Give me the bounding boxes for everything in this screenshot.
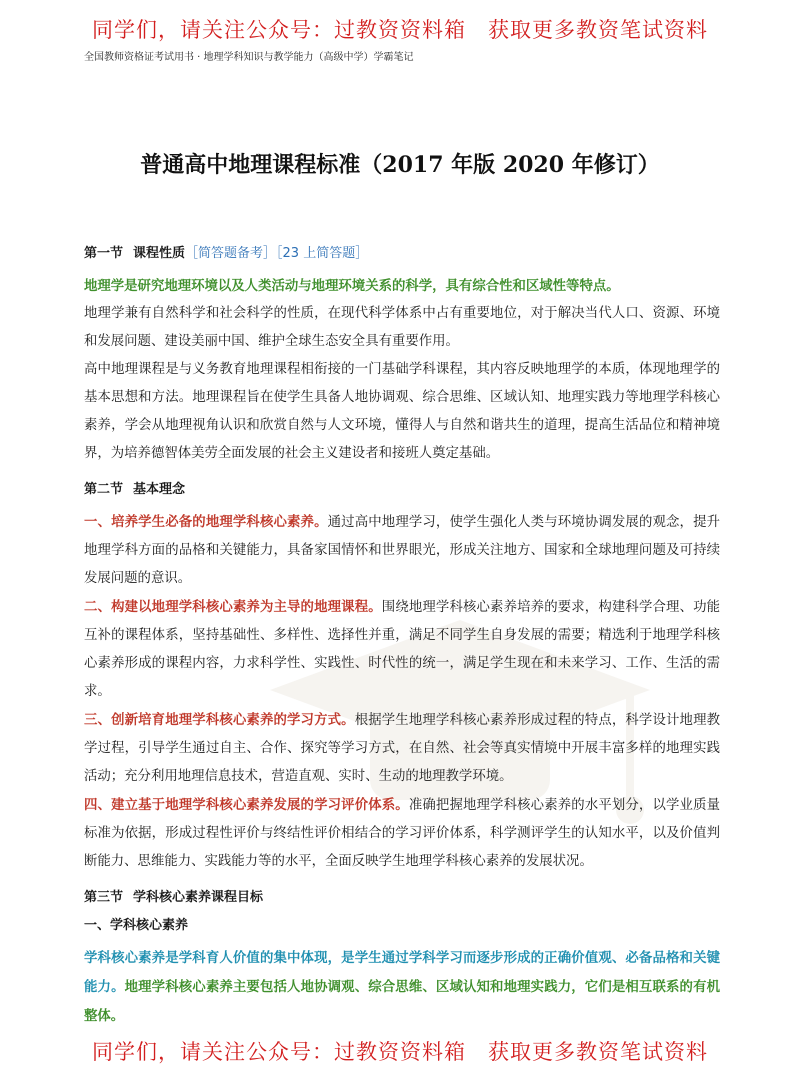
section-3-title: 学科核心素养课程目标 [133, 890, 264, 905]
principle-1-lead: 一、培养学生必备的地理学科核心素养。 [84, 514, 328, 530]
section-1-paragraph-2: 高中地理课程是与义务教育地理课程相衔接的一门基础学科课程，其内容反映地理学的本质，体现地理学的基本思想和方法。地理课程旨在使学生具备人地协调观、综合思维、区域认知、地理实践力等地理学科核心素养，学会从地理视角认识和欣赏自然与人文环境，懂得人与自然和谐共生的道理，提高生活品位和精神境界，为培养德智体美劳全面发展的社会主义建设者和接班人奠定基础。 [84, 362, 720, 461]
core-literacy-paragraph [84, 944, 720, 1031]
section-1-heading [84, 240, 720, 268]
section-2-title: 基本理念 [133, 482, 186, 497]
section-3-subheading: 一、学科核心素养 [84, 918, 189, 933]
core-literacy-green-text: 地理学科核心素养主要包括人地协调观、综合思维、区域认知和地理实践力，它们是相互联系的有机整体。 [84, 979, 721, 1024]
principle-2-text: 围绕地理学科核心素养培养的要求，构建科学合理、功能互补的课程体系，坚持基础性、多样性、选择性并重，满足不同学生自身发展的需要；精选利于地理学科核心素养形成的课程内容，力求科学性、实践性、时代性的统一，满足学生现在和未来学习、工作、生活的需求。 [84, 600, 721, 699]
running-header: 全国教师资格证考试用书 · 地理学科知识与教学能力（高级中学）学霸笔记 [84, 52, 414, 63]
section-3-heading [84, 884, 720, 912]
principle-2-lead: 二、构建以地理学科核心素养为主导的地理课程。 [84, 599, 382, 615]
document-title: 普通高中地理课程标准（2017 年版 2020 年修订） [140, 152, 660, 178]
principle-1-text: 通过高中地理学习，使学生强化人类与环境协调发展的观念，提升地理学科方面的品格和关键能力，具备家国情怀和世界眼光，形成关注地方、国家和全球地理问题及可持续发展问题的意识。 [84, 515, 721, 586]
principle-item-4 [84, 791, 720, 876]
principle-item-1 [84, 508, 720, 593]
section-1-paragraph-1: 地理学兼有自然科学和社会科学的性质，在现代科学体系中占有重要地位，对于解决当代人口、资源、环境和发展问题、建设美丽中国、维护全球生态安全具有重要作用。 [84, 306, 720, 349]
core-literacy-teal-text: 学科核心素养是学科育人价值的集中体现，是学生通过学科学习而逐步形成的正确价值观、必备品格和关键能力。 [84, 950, 720, 995]
section-1-number: 第一节 [84, 246, 124, 261]
principle-item-2 [84, 593, 720, 706]
principle-4-text: 准确把握地理学科核心素养的水平划分，以学业质量标准为依据，形成过程性评价与终结性评价相结合的学习评价体系，科学测评学生的认知水平，以及价值判断能力、思维能力、实践能力等的水平，全面反映学生地理学科核心素养的发展状况。 [84, 798, 721, 869]
section-3-number: 第三节 [84, 890, 124, 905]
section-2-heading [84, 476, 720, 504]
section-2-number: 第二节 [84, 482, 124, 497]
promo-banner-top: 同学们，请关注公众号：过教资资料箱 获取更多教资笔试资料 [92, 18, 708, 42]
document-body [84, 240, 720, 1031]
section-1-title: 课程性质 [133, 246, 186, 261]
section-1-tags: ［简答题备考］［23 上简答题］ [185, 246, 369, 261]
principle-3-text: 根据学生地理学科核心素养形成过程的特点，科学设计地理教学过程，引导学生通过自主、合作、探究等学习方式，在自然、社会等真实情境中开展丰富多样的地理实践活动；充分利用地理信息技术，营造直观、实时、生动的地理教学环境。 [84, 713, 721, 784]
principle-4-lead: 四、建立基于地理学科核心素养发展的学习评价体系。 [84, 797, 409, 813]
principle-item-3 [84, 706, 720, 791]
section-1-highlight: 地理学是研究地理环境以及人类活动与地理环境关系的科学，具有综合性和区域性等特点。 [84, 278, 620, 294]
principle-3-lead: 三、创新培育地理学科核心素养的学习方式。 [84, 712, 355, 728]
promo-banner-bottom: 同学们，请关注公众号：过教资资料箱 获取更多教资笔试资料 [92, 1040, 708, 1064]
